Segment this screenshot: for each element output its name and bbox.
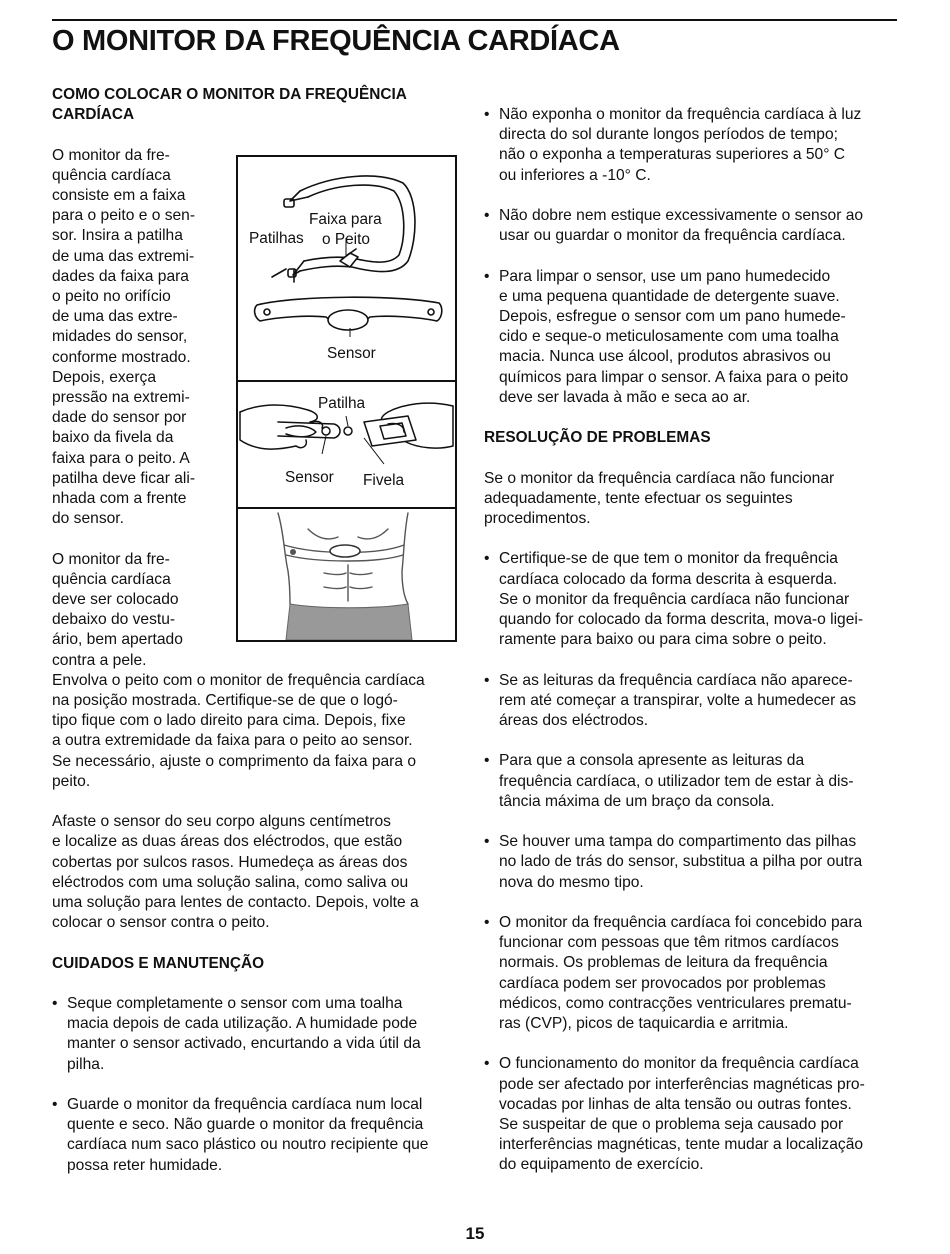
text-line: O monitor da frequência cardíaca foi concebido para xyxy=(499,913,863,931)
text-line: de uma das extremi- xyxy=(52,247,195,265)
text-line: do equipamento de exercício. xyxy=(499,1156,704,1174)
text-line: debaixo do vestu- xyxy=(52,611,176,629)
text-line: médicos, como contracções ventriculares prematu- xyxy=(499,994,852,1012)
page-number: 15 xyxy=(465,1224,485,1243)
text-line: cardíaca num saco plástico ou noutro recipiente que xyxy=(67,1136,429,1154)
text-line: Envolva o peito com o monitor de frequência cardíaca xyxy=(52,671,425,689)
care-list-continued xyxy=(484,105,896,408)
text-line: consiste em a faixa xyxy=(52,187,186,204)
patilhas-label: Patilhas xyxy=(249,230,304,247)
text-line: ramente para baixo ou para cima sobre o peito. xyxy=(499,631,827,649)
text-line: contra a pele. xyxy=(52,651,147,669)
text-line: e localize as duas áreas dos eléctrodos, que estão xyxy=(52,833,403,851)
sensor-label: Sensor xyxy=(327,345,376,362)
list-item xyxy=(52,1095,462,1176)
text-line: dades da faixa para xyxy=(52,267,189,285)
text-line: Afaste o sensor do seu corpo alguns centímetros xyxy=(52,813,391,831)
text-line: deve ser colocado xyxy=(52,591,179,609)
text-line: nhada com a frente xyxy=(52,490,187,508)
text-line: Para limpar o sensor, use um pano humedecido xyxy=(499,267,831,285)
torso-drawing xyxy=(238,509,455,640)
text-line: uma solução para lentes de contacto. Depois, volte a xyxy=(52,894,419,912)
list-item xyxy=(52,994,462,1075)
text-line: Certifique-se de que tem o monitor da frequência xyxy=(499,550,838,568)
faixa-label-line2: o Peito xyxy=(322,231,370,248)
text-line: tipo fique com o lado direito para cima. Depois, fixe xyxy=(52,712,406,730)
text-line: interferências magnéticas, tente mudar a localização xyxy=(499,1136,864,1154)
text-line: no lado de trás do sensor, substitua a pilha por outra xyxy=(499,853,863,871)
text-line: quando for colocado da forma descrita, mova-o ligei- xyxy=(499,611,864,628)
heart-rate-monitor-figure xyxy=(236,155,457,642)
text-line: o peito no orifício xyxy=(52,288,171,306)
list-item xyxy=(484,1054,896,1175)
attach-illustration-panel xyxy=(238,380,455,509)
troubleshooting-intro xyxy=(484,469,896,530)
list-item xyxy=(484,671,896,732)
patilha-label: Patilha xyxy=(318,395,366,412)
text-line: do sensor. xyxy=(52,510,124,528)
text-line: a outra extremidade da faixa para o peito ao sensor. xyxy=(52,732,413,750)
text-line: Se houver uma tampa do compartimento das pilhas xyxy=(499,833,857,851)
text-line: Guarde o monitor da frequência cardíaca num local xyxy=(67,1096,423,1114)
text-line: Se necessário, ajuste o comprimento da faixa para o xyxy=(52,752,417,770)
text-line: Se suspeitar de que o problema seja causado por xyxy=(499,1116,844,1133)
electrodes-paragraph xyxy=(52,812,462,933)
text-line: patilha deve ficar ali- xyxy=(52,469,196,487)
text-line: peito. xyxy=(52,772,91,790)
text-line: quente e seco. Não guarde o monitor da frequência xyxy=(67,1116,424,1134)
text-line: para o peito e o sen- xyxy=(52,207,196,225)
text-line: quência cardíaca xyxy=(52,166,171,184)
text-line: ras (CVP), picos de taquicardia e arritmia. xyxy=(499,1015,789,1032)
text-line: conforme mostrado. xyxy=(52,348,191,366)
text-line: Se o monitor da frequência cardíaca não funcionar xyxy=(499,590,850,608)
heading-line: COMO COLOCAR O MONITOR DA FREQUÊNCIA xyxy=(52,86,407,103)
text-line: na posição mostrada. Certifique-se de que o logó- xyxy=(52,692,398,710)
attach-sensor-label: Sensor xyxy=(285,469,334,486)
text-line: tância máxima de um braço da consola. xyxy=(499,792,775,810)
text-line: funcionar com pessoas que têm ritmos cardíacos xyxy=(499,934,839,952)
text-line: O funcionamento do monitor da frequência cardíaca xyxy=(499,1055,859,1073)
text-line: macia depois de cada utilização. A humidade pode xyxy=(67,1015,418,1033)
text-line: frequência cardíaca, o utilizador tem de estar à dis- xyxy=(499,772,854,790)
heading-line: CARDÍACA xyxy=(52,106,135,124)
text-line: cardíaca podem ser provocados por problemas xyxy=(499,974,826,992)
list-item xyxy=(484,832,896,893)
text-line: pode ser afectado por interferências magnéticas pro- xyxy=(499,1075,865,1093)
troubleshooting-list xyxy=(484,549,896,1175)
right-column xyxy=(484,105,896,1196)
care-list xyxy=(52,994,462,1176)
text-line: Depois, esfregue o sensor com um pano humede- xyxy=(499,308,846,325)
list-item xyxy=(484,751,896,812)
text-line: eléctrodos com uma solução salina, como saliva ou xyxy=(52,873,409,891)
text-line: Se as leituras da frequência cardíaca não aparece- xyxy=(499,671,853,689)
text-line: pilha. xyxy=(67,1055,105,1073)
text-line: midades do sensor, xyxy=(52,328,188,346)
text-line: ário, bem apertado xyxy=(52,631,183,649)
text-line: e uma pequena quantidade de detergente suave. xyxy=(499,287,840,305)
wearing-illustration-panel xyxy=(238,509,455,642)
text-line: Não dobre nem estique excessivamente o sensor ao xyxy=(499,207,864,224)
list-item xyxy=(484,549,896,650)
text-line: rem até começar a transpirar, volte a humedecer as xyxy=(499,691,857,709)
text-line: manter o sensor activado, encurtando a vida útil da xyxy=(67,1035,421,1053)
text-line: O monitor da fre- xyxy=(52,550,170,568)
text-line: adequadamente, tente efectuar os seguintes xyxy=(484,489,793,507)
text-line: possa reter humidade. xyxy=(67,1156,223,1174)
text-line: não o exponha a temperaturas superiores a 50° C xyxy=(499,146,846,164)
care-heading: CUIDADOS E MANUTENÇÃO xyxy=(52,954,265,972)
text-line: procedimentos. xyxy=(484,510,591,527)
text-line: áreas dos eléctrodos. xyxy=(499,712,649,729)
list-item xyxy=(484,206,896,246)
text-line: Depois, exerça xyxy=(52,368,157,386)
text-line: quência cardíaca xyxy=(52,570,171,588)
text-line: cobertas por sulcos rasos. Humedeça as áreas dos xyxy=(52,853,408,871)
text-line: baixo da fivela da xyxy=(52,429,174,447)
fivela-label: Fivela xyxy=(363,472,405,489)
text-line: vocadas por linhas de alta tensão ou outras fontes. xyxy=(499,1095,852,1113)
text-line: dade do sensor por xyxy=(52,409,187,427)
text-line: de uma das extre- xyxy=(52,308,178,326)
text-line: sor. Insira a patilha xyxy=(52,227,183,245)
text-line: pressão na extremi- xyxy=(52,389,190,407)
list-item xyxy=(484,105,896,186)
text-line: cardíaca colocado da forma descrita à esquerda. xyxy=(499,570,838,588)
list-item xyxy=(484,267,896,408)
list-item xyxy=(484,913,896,1034)
text-line: faixa para o peito. A xyxy=(52,449,190,467)
text-line: colocar o sensor contra o peito. xyxy=(52,914,270,932)
faixa-label-line1: Faixa para xyxy=(309,211,382,228)
strap-illustration-panel xyxy=(238,157,455,382)
text-line: Não exponha o monitor da frequência cardíaca à luz xyxy=(499,106,862,123)
troubleshooting-heading: RESOLUÇÃO DE PROBLEMAS xyxy=(484,429,711,447)
text-line: ou inferiores a -10° C. xyxy=(499,166,651,184)
text-line: normais. Os problemas de leitura da frequência xyxy=(499,954,828,972)
text-line: usar ou guardar o monitor da frequência cardíaca. xyxy=(499,227,846,245)
text-line: Seque completamente o sensor com uma toalha xyxy=(67,995,403,1013)
text-line: O monitor da fre- xyxy=(52,146,170,164)
text-line: Para que a consola apresente as leituras da xyxy=(499,752,805,770)
text-line: químicos para limpar o sensor. A faixa para o peito xyxy=(499,368,849,386)
text-line: directa do sol durante longos períodos de tempo; xyxy=(499,126,838,144)
text-line: Se o monitor da frequência cardíaca não funcionar xyxy=(484,469,835,487)
text-line: nova do mesmo tipo. xyxy=(499,873,644,891)
text-line: macia. Nunca use álcool, produtos abrasivos ou xyxy=(499,348,831,366)
text-line: deve ser lavada à mão e seca ao ar. xyxy=(499,388,751,406)
text-line: cido e seque-o meticulosamente com uma toalha xyxy=(499,328,839,346)
page-title: O MONITOR DA FREQUÊNCIA CARDÍACA xyxy=(52,25,620,57)
placement-heading xyxy=(52,85,462,125)
placement-intro-paragraph xyxy=(52,146,210,530)
